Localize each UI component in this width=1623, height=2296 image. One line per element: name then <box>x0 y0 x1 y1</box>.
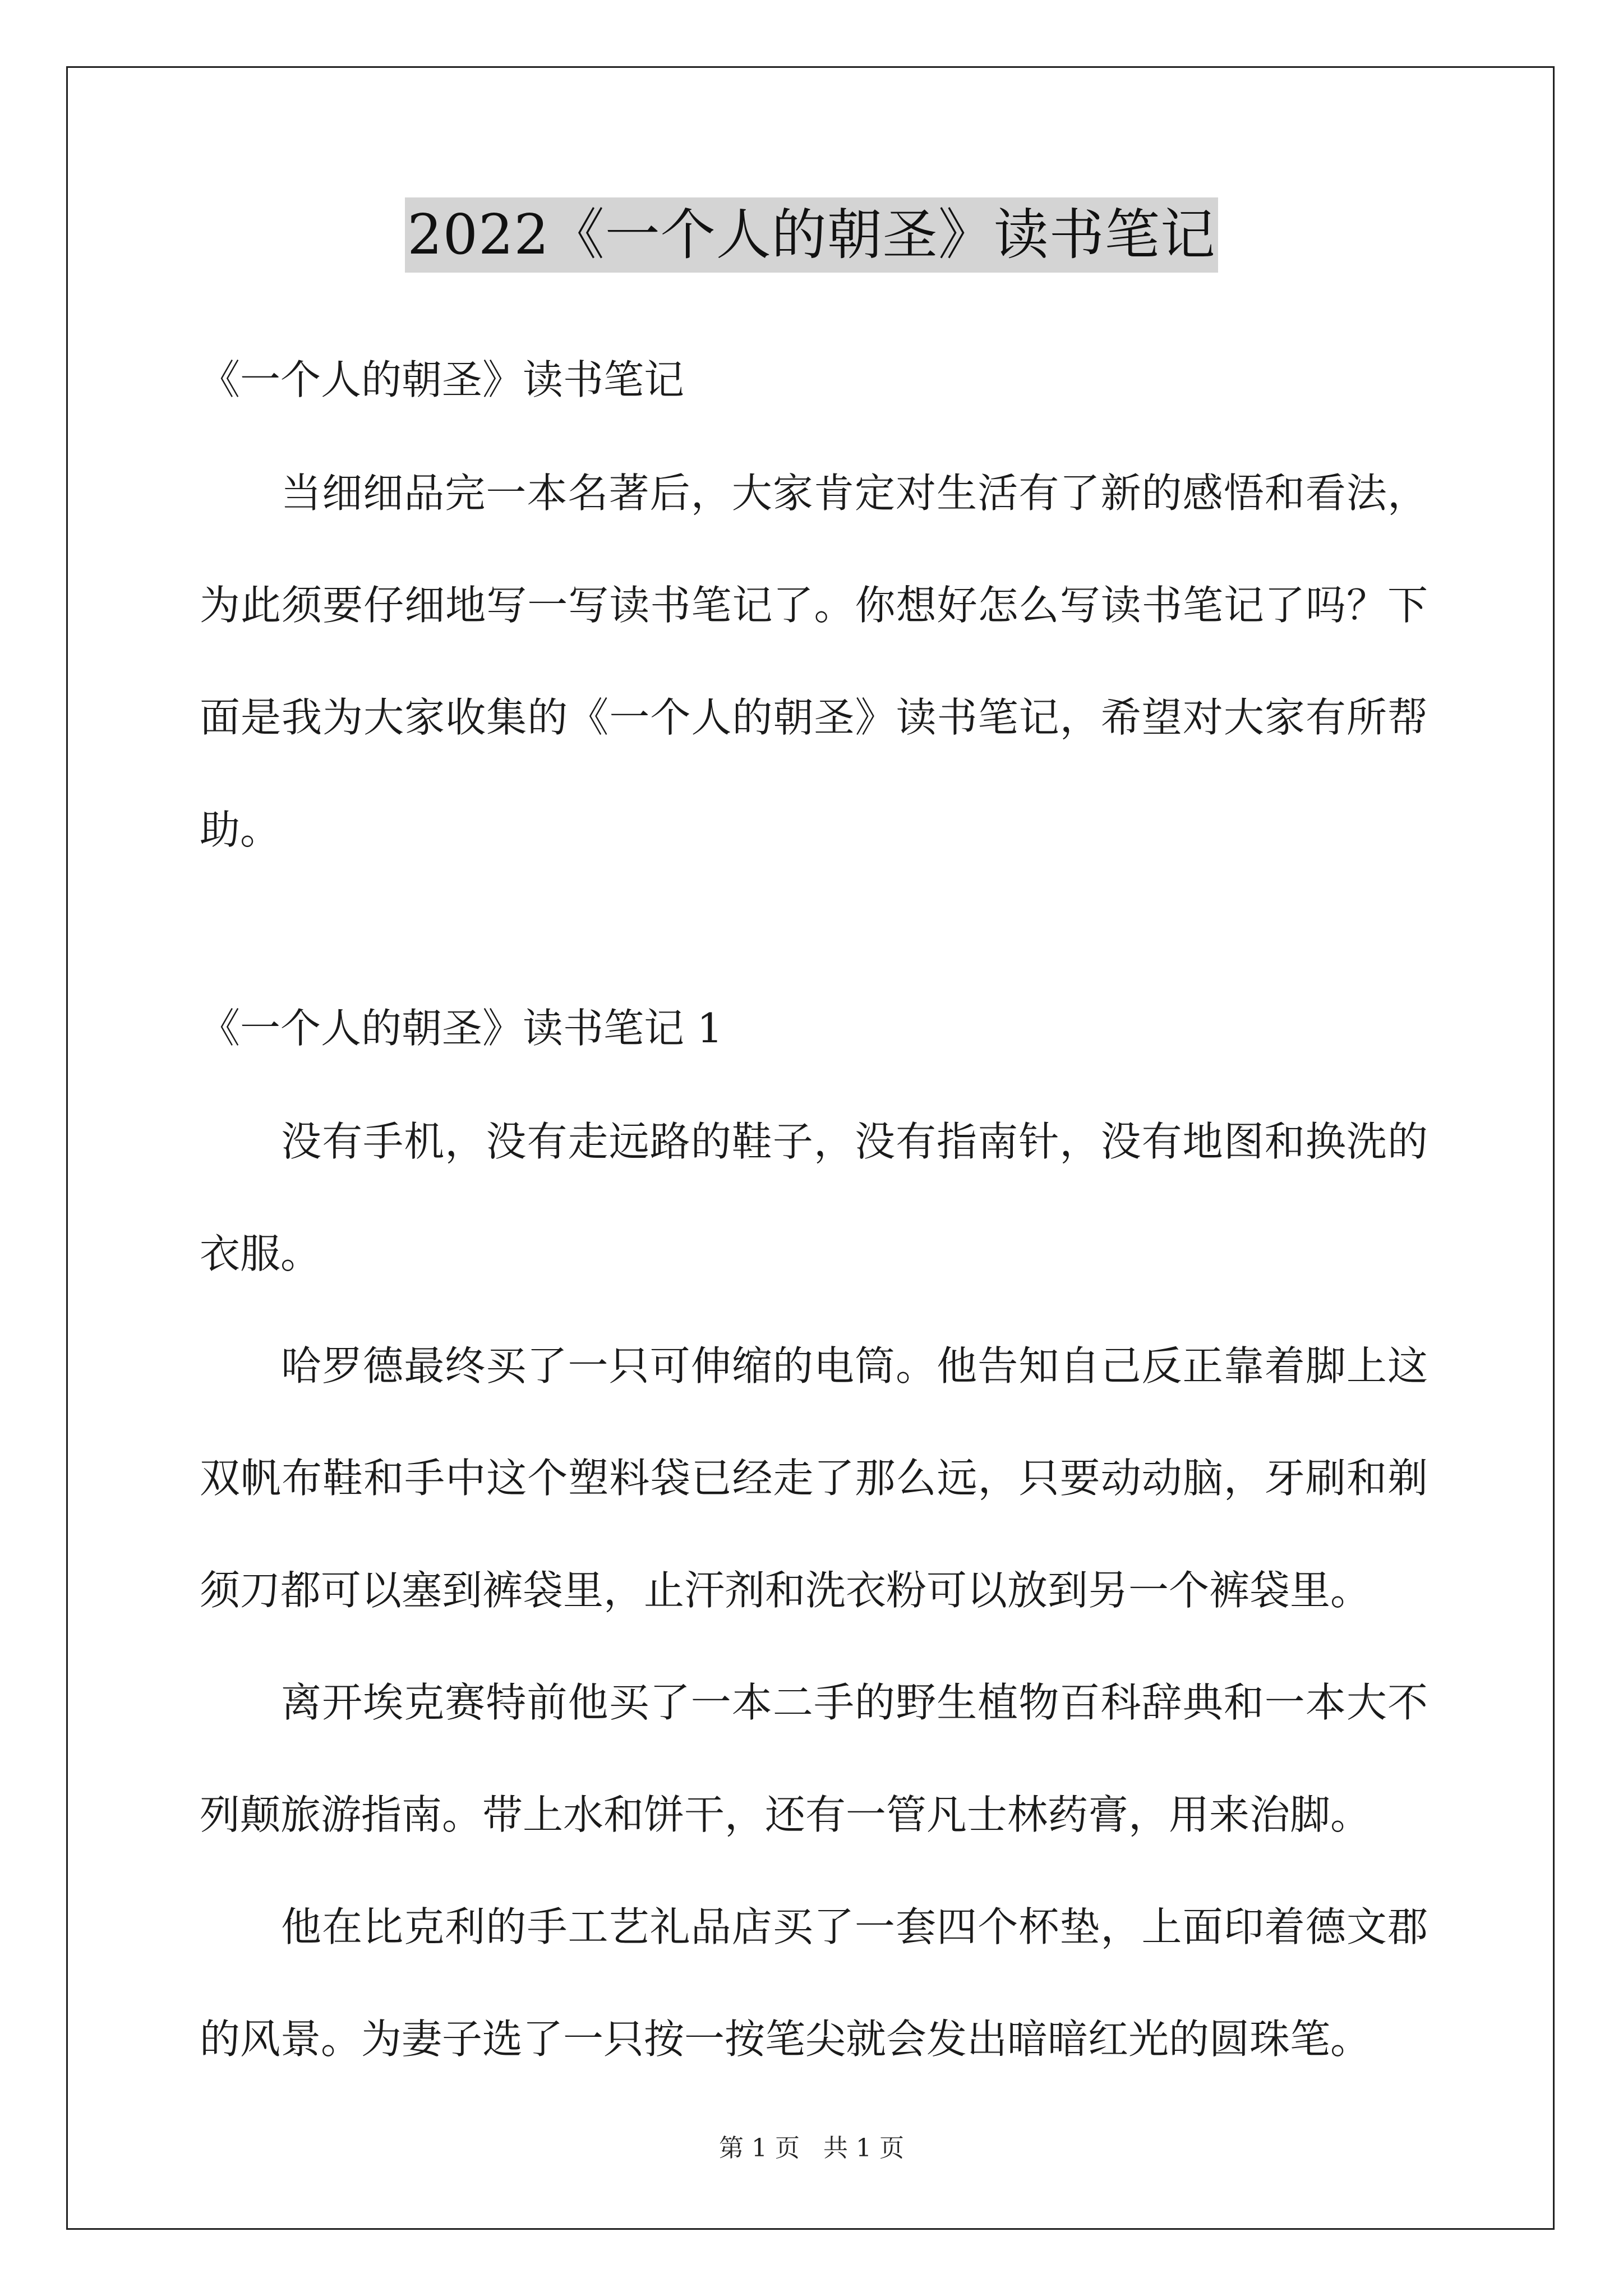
document-title: 2022《一个人的朝圣》读书笔记 <box>405 197 1218 273</box>
page-footer <box>0 2132 1623 2165</box>
paragraph-line: 他在比克利的手工艺礼品店买了一套四个杯垫，上面印着德文郡 <box>281 1903 1428 1950</box>
paragraph-line: 列颠旅游指南。带上水和饼干，还有一管凡士林药膏，用来治脚。 <box>200 1791 1371 1838</box>
title-container <box>0 197 1623 273</box>
paragraph-line: 离开埃克赛特前他买了一本二手的野生植物百科辞典和一本大不 <box>281 1679 1428 1726</box>
page-number: 第 1 页 <box>719 2134 800 2162</box>
paragraph-line: 没有手机，没有走远路的鞋子，没有指南针，没有地图和换洗的 <box>281 1118 1428 1165</box>
subtitle-line: 《一个人的朝圣》读书笔记 <box>200 356 685 403</box>
paragraph-line: 须刀都可以塞到裤袋里，止汗剂和洗衣粉可以放到另一个裤袋里。 <box>200 1567 1371 1614</box>
paragraph-line: 双帆布鞋和手中这个塑料袋已经走了那么远，只要动动脑，牙刷和剃 <box>200 1455 1428 1502</box>
paragraph-line: 助。 <box>200 806 281 853</box>
paragraph-line: 的风景。为妻子选了一只按一按笔尖就会发出暗暗红光的圆珠笔。 <box>200 2016 1371 2063</box>
section-heading: 《一个人的朝圣》读书笔记 1 <box>200 1005 723 1052</box>
paragraph-line: 衣服。 <box>200 1230 321 1277</box>
page-total: 共 1 页 <box>823 2134 904 2162</box>
paragraph-line: 为此须要仔细地写一写读书笔记了。你想好怎么写读书笔记了吗？下 <box>200 582 1428 629</box>
paragraph-line: 当细细品完一本名著后，大家肯定对生活有了新的感悟和看法， <box>281 470 1428 517</box>
paragraph-line: 哈罗德最终买了一只可伸缩的电筒。他告知自己反正靠着脚上这 <box>281 1342 1428 1389</box>
paragraph-line: 面是我为大家收集的《一个人的朝圣》读书笔记，希望对大家有所帮 <box>200 694 1428 741</box>
